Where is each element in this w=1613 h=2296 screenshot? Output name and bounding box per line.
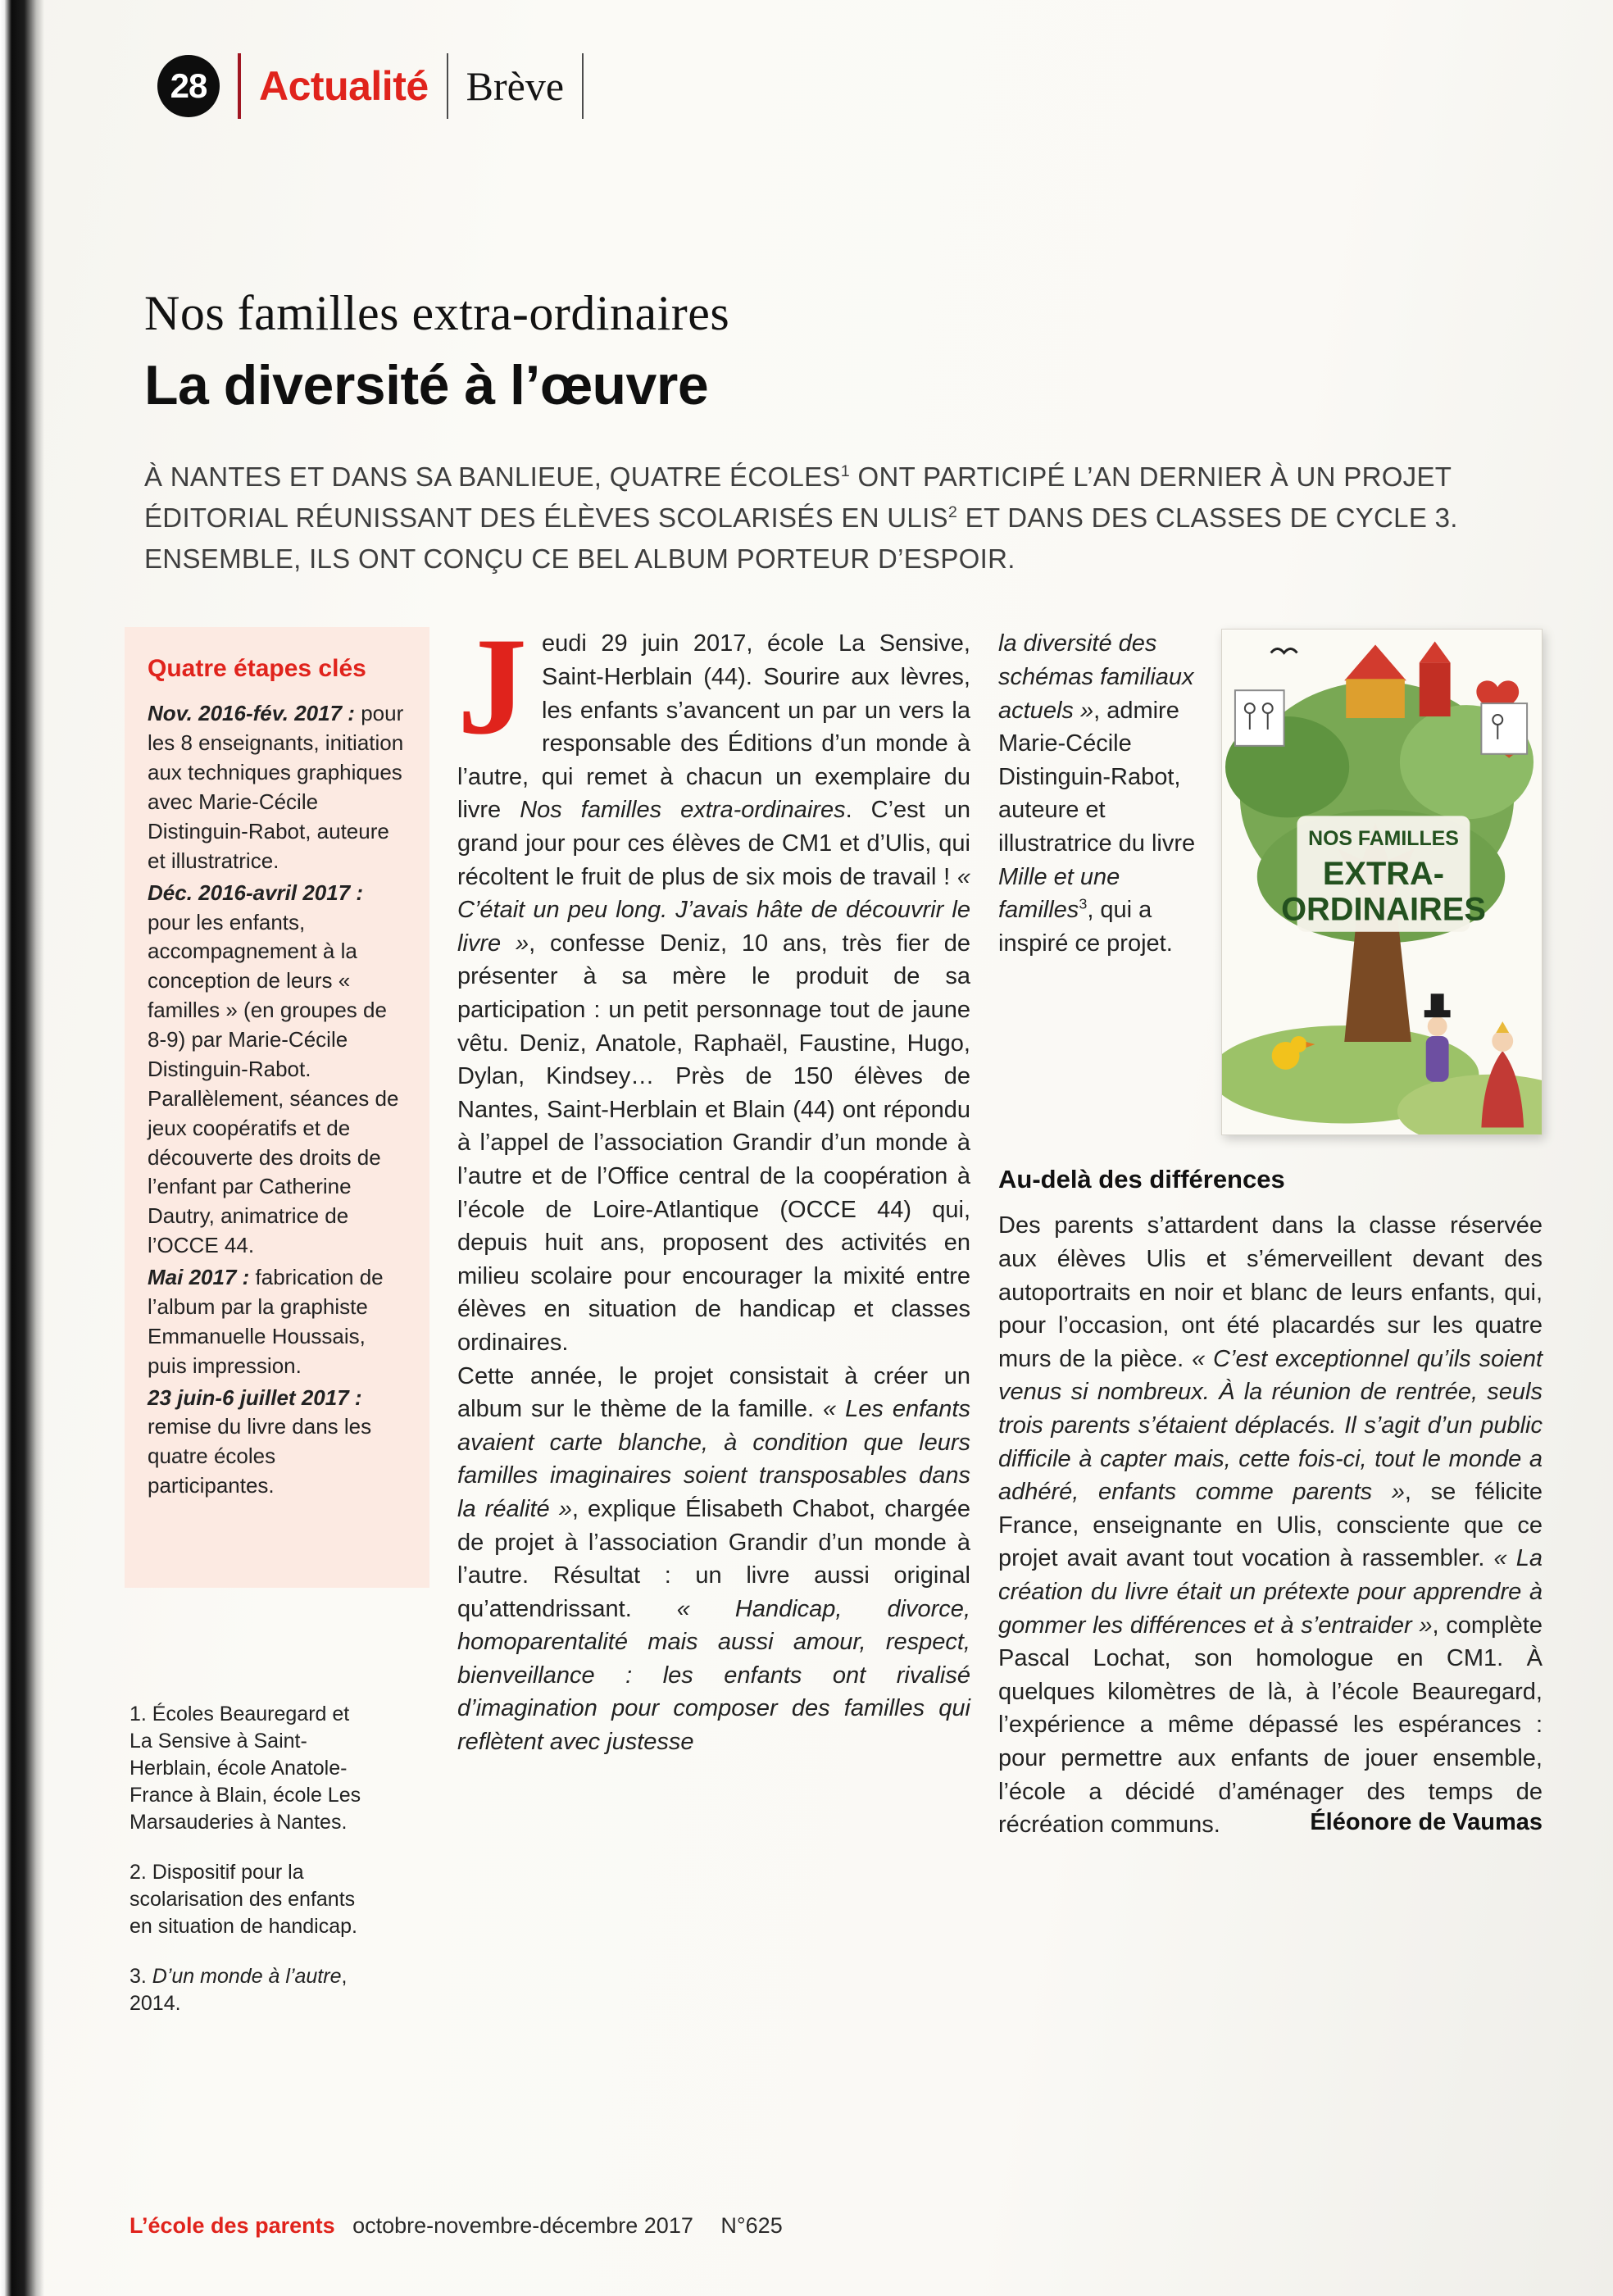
cover-photo-frame-left: [1235, 691, 1284, 747]
book-cover-photo: [1221, 629, 1543, 1135]
article-paragraph-2: Cette année, le projet consistait à créer un album sur le thème de la famille. « Les enfants avaient carte blanche, à condition que leurs familles imaginaires soient transposables dans la réalité », explique Élisabeth Chabot, chargée de projet à l’association Grandir d’un monde à l’autre. Résultat : un livre aussi original qu’attendrissant. « Handicap, divorce, homoparentalité mais aussi amour, respect, bienveillance : les enfants ont rivalisé d’imagination pour composer des familles qui reflètent avec justesse: [457, 1362, 970, 1756]
cover-figure-purple: [1426, 1037, 1449, 1083]
right-column: [998, 627, 1543, 2040]
section-label: Actualité: [259, 63, 429, 109]
header-divider-2: [582, 53, 584, 119]
book-cover-illustration: [1222, 630, 1542, 1134]
page-footer: [129, 2213, 783, 2239]
key-step-4-text: remise du livre dans les quatre écoles participantes.: [148, 1414, 372, 1498]
standfirst: À NANTES ET DANS SA BANLIEUE, QUATRE ÉCOLES$^1$ ONT PARTICIPÉ L’AN DERNIER À UN PROJET ÉDITORIAL RÉUNISSANT DES ÉLÈVES SCOLARISÉS EN ULIS$^2$ ET DANS DES CLASSES DE CYCLE 3. ENSEMBLE, ILS ONT CONÇU CE BEL ALBUM PORTEUR D’ESPOIR.: [144, 461, 1458, 575]
footnotes: [125, 1701, 370, 2017]
page-number: 28: [170, 66, 207, 105]
page-number-badge: [157, 55, 220, 117]
subsection-label: Brève: [466, 63, 565, 109]
key-step-4: [148, 1384, 407, 1502]
cover-title-line-2: EXTRA-: [1322, 856, 1445, 893]
cover-castle: [1346, 680, 1405, 719]
footnote-1: 1. Écoles Beauregard et La Sensive à Saint-Herblain, école Anatole-France à Blain, école Les Marsauderies à Nantes.: [129, 1703, 361, 1835]
article-paragraph-1: [457, 609, 971, 1359]
key-step-1-text: pour les 8 enseignants, initiation aux techniques graphiques avec Marie-Cécile Distinguin-Rabot, auteure et illustratrice.: [148, 701, 404, 873]
article-subhead: Au-delà des différences: [998, 1165, 1285, 1194]
key-step-1: [148, 699, 407, 875]
key-step-2: [148, 879, 407, 1261]
footnote-2: 2. Dispositif pour la scolarisation des enfants en situation de handicap.: [129, 1861, 357, 1939]
cover-title-line-1: NOS FAMILLES: [1308, 827, 1459, 851]
page-header: [157, 51, 1547, 121]
key-step-2-date: Déc. 2016-avril 2017 :: [148, 880, 364, 905]
article-paragraph-3: Des parents s’attardent dans la classe réservée aux élèves Ulis et s’émerveillent devant des autoportraits en noir et blanc de leurs enfants, qui, pour l’occasion, ont été placardés sur les quatre murs de la pièce. « C’est exceptionnel qu’ils soient venus si nombreux. À la réunion de rentrée, seuls trois parents s’étaient déplacés. Il s’agit d’un public difficile à capter mais, cette fois-ci, tout le monde a adhéré, enfants comme parents », se félicite France, enseignante en Ulis, consciente que ce projet avait avant tout vocation à rassembler. « La création du livre était un prétexte pour apprendre à gommer les différences et à s’entraider », complète Pascal Lochat, son homologue en CM1. À quelques kilomètres de là, à l’école Beauregard, l’expérience a même dépassé les espérances : pour permettre aux enfants de jouer ensemble, l’école a décidé d’aménager des temps de récréation communs.: [998, 1212, 1543, 1839]
left-column: [125, 627, 429, 2040]
footer-magazine-title: L’école des parents: [129, 2213, 335, 2238]
footer-issue-period: octobre-novembre-décembre 2017: [352, 2213, 693, 2238]
key-step-1-date: Nov. 2016-fév. 2017 :: [148, 701, 355, 726]
scan-edge-shadow: [0, 0, 44, 2296]
footnote-3: 3. D’un monde à l’autre, 2014.: [129, 1965, 348, 2016]
article-paragraph-continuation: la diversité des schémas familiaux actuels », admire Marie-Cécile Distinguin-Rabot, auteure et illustratrice du livre Mille et une familles$^3$, qui a inspiré ce projet.: [998, 630, 1196, 957]
headline-title: La diversité à l’œuvre: [144, 354, 709, 416]
byline: Éléonore de Vaumas: [1310, 1808, 1543, 1835]
key-steps-box: [125, 627, 429, 1588]
key-step-2-text: pour les enfants, accompagnement à la conception de leurs « familles » (en groupes de 8-9) par Marie-Cécile Distinguin-Rabot. Parallèlement, séances de jeux coopératifs et de découverte des droits de l’enfant par Catherine Dautry, animatrice de l’OCCE 44.: [148, 909, 399, 1258]
middle-column: [457, 609, 971, 2040]
cover-photo-frame-right: [1481, 704, 1527, 755]
footer-issue-number: N°625: [720, 2213, 783, 2238]
article-columns: [125, 609, 1547, 2040]
drop-cap: J: [457, 609, 527, 764]
right-column-top: [998, 627, 1543, 1152]
headline-block: [144, 285, 1547, 580]
page-content: [125, 0, 1547, 2040]
key-steps-title: Quatre étapes clés: [148, 655, 366, 683]
key-step-3: [148, 1263, 407, 1381]
cover-title-line-3: ORDINAIRES: [1281, 892, 1486, 929]
key-step-3-text: fabrication de l’album par la graphiste Emmanuelle Houssais, puis impression.: [148, 1265, 384, 1378]
key-step-4-date: 23 juin-6 juillet 2017 :: [148, 1384, 362, 1410]
header-divider-1: [447, 53, 448, 119]
headline-overline: Nos familles extra-ordinaires: [144, 286, 730, 340]
article-paragraph-1-text: eudi 29 juin 2017, école La Sensive, Saint-Herblain (44). Sourire aux lèvres, les enfants s’avancent un par un vers la responsable des Éditions d’un monde à l’autre, qui remet à chacun un exemplaire du livre Nos familles extra-ordinaires. C’est un grand jour pour ces élèves de CM1 et d’Ulis, qui récoltent le fruit de plus de six mois de travail ! « C’était un peu long. J’avais hâte de découvrir le livre », confesse Deniz, 10 ans, très fier de présenter à sa mère le produit de sa participation : un petit personnage tout de jaune vêtu. Deniz, Anatole, Raphaël, Faustine, Hugo, Dylan, Kindsey… Près de 150 élèves de Nantes, Saint-Herblain et Blain (44) ont répondu à l’appel de l’association Grandir d’un monde à l’autre et de l’Office central de la coopération à l’école de Loire-Atlantique (OCCE 44) qui, depuis huit ans, proposent des activités en milieu scolaire pour encourager la mixité entre élèves en situation de handicap et classes ordinaires.: [457, 630, 971, 1356]
key-step-3-date: Mai 2017 :: [148, 1265, 250, 1290]
header-divider-red: [238, 53, 241, 119]
